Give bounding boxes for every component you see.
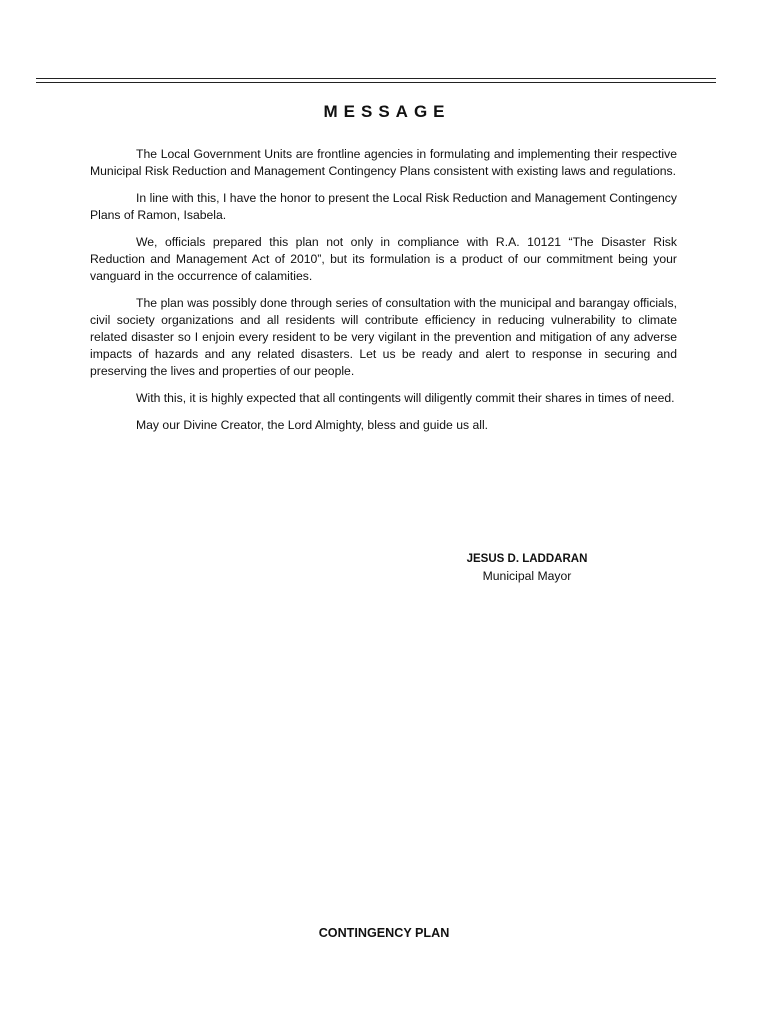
header-rule-bottom [36, 82, 716, 83]
signatory-name: JESUS D. LADDARAN [466, 553, 588, 565]
signature-block [446, 551, 608, 585]
message-body [90, 146, 677, 444]
paragraph-5: With this, it is highly expected that all contingents will diligently commit their shares in times of need. [136, 391, 675, 405]
paragraph-6: May our Divine Creator, the Lord Almighty, bless and guide us all. [136, 418, 489, 432]
header-rule-top [36, 78, 716, 79]
paragraph-3: We, officials prepared this plan not only in compliance with R.A. 10121 “The Disaster Risk Reduction and Management Act of 2010”, but its formulation is a product of our commitment being your vanguard in the occurrence of calamities. [90, 235, 677, 283]
paragraph-2: In line with this, I have the honor to present the Local Risk Reduction and Management Contingency Plans of Ramon, Isabela. [90, 191, 677, 222]
paragraph-1: The Local Government Units are frontline agencies in formulating and implementing their respective Municipal Risk Reduction and Management Contingency Plans consistent with existing laws and regulations. [90, 147, 677, 178]
signatory-position: Municipal Mayor [482, 569, 572, 583]
footer-label: CONTINGENCY PLAN [318, 926, 450, 940]
paragraph-4: The plan was possibly done through series of consultation with the municipal and barangay officials, civil society organizations and all residents will contribute efficiency in reducing vulnerability to climate related disaster so I enjoin every resident to be very vigilant in the prevention and mitigation of any adverse impacts of hazards and any related disasters. Let us be ready and alert to response in securing and preserving the lives and properties of our people. [90, 296, 677, 378]
page-title: MESSAGE [323, 102, 451, 121]
